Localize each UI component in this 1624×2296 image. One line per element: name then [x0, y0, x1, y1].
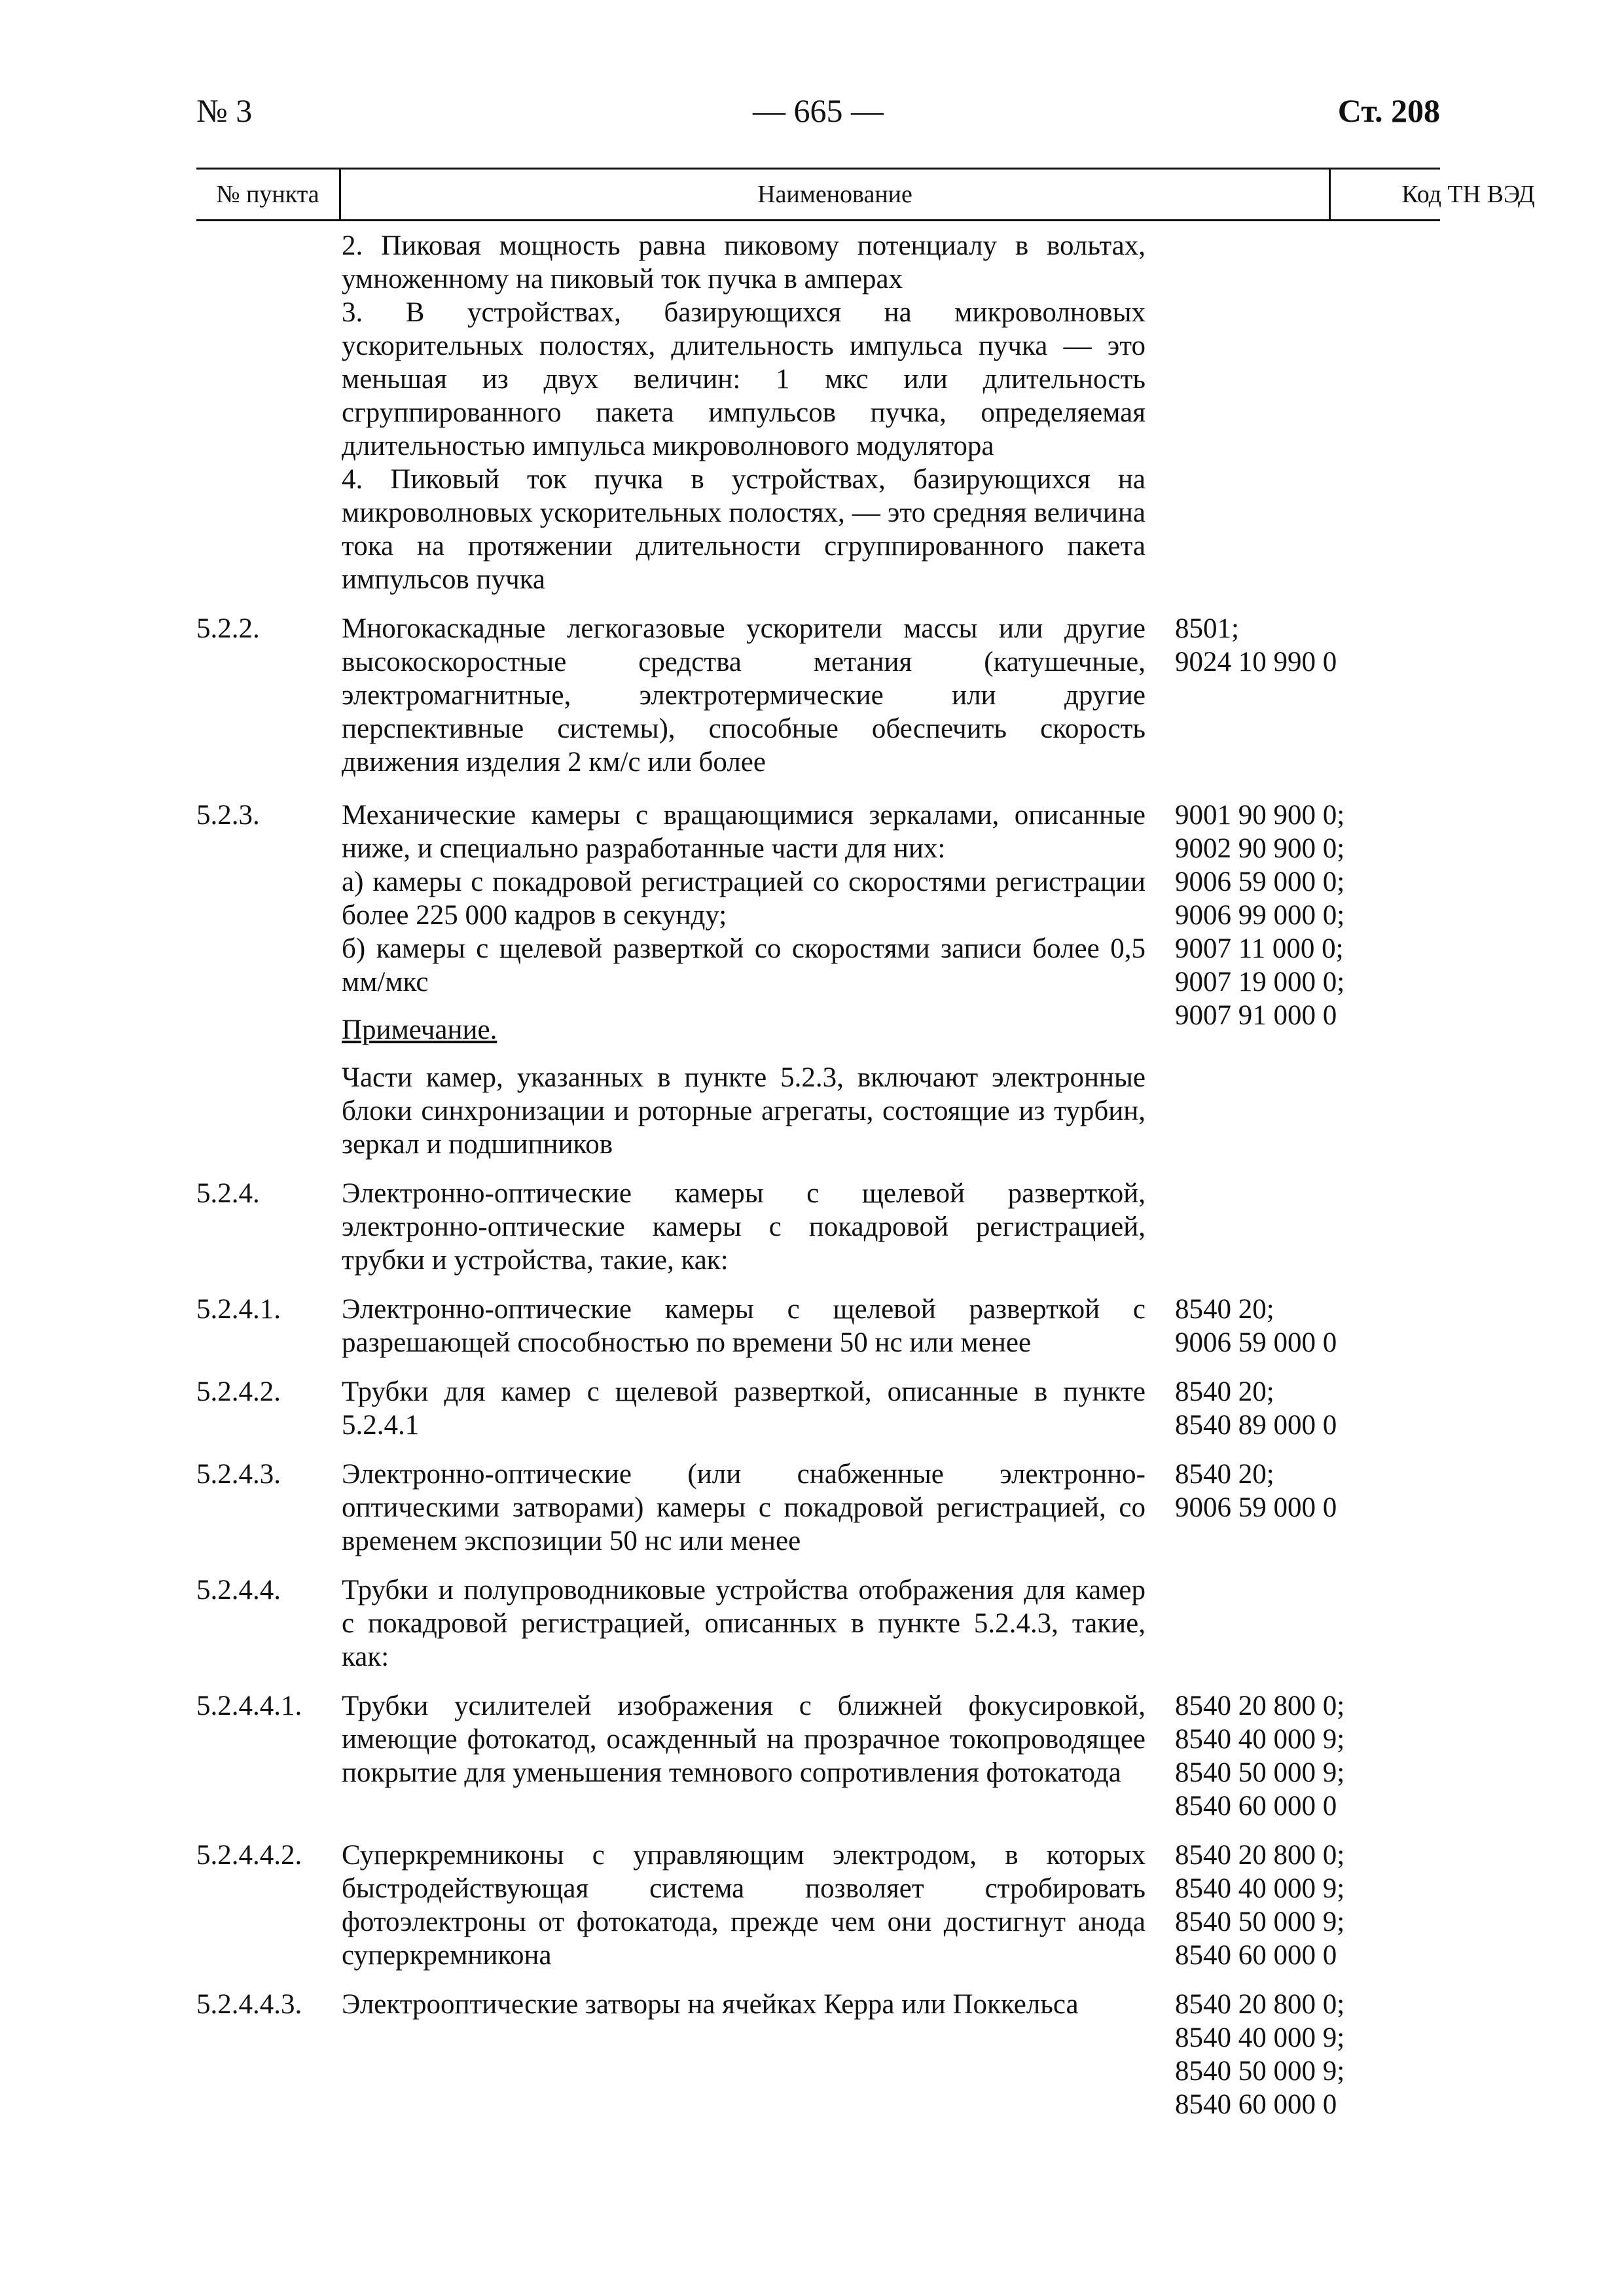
item-code: 8540 20; 9006 59 000 0 — [1175, 1459, 1337, 1523]
article-number: Ст. 208 — [1337, 92, 1440, 129]
item-number: 5.2.4.2. — [196, 1376, 281, 1407]
item-name: Трубки для камер с щелевой разверткой, описанные в пункте 5.2.4.1 — [342, 1376, 1146, 1441]
table-row — [196, 1375, 1440, 1442]
item-name: Электронно-оптические (или снабженные электронно-оптическими затворами) камеры с покадровой регистрацией, со временем экспозиции 50 нс или менее — [342, 1459, 1146, 1556]
item-name: Трубки и полупроводниковые устройства отображения для камер с покадровой регистрацией, описанных в пункте 5.2.4.3, такие, как: — [342, 1575, 1146, 1672]
note-text: Части камер, указанных в пункте 5.2.3, включают электронные блоки синхронизации и роторные агрегаты, состоящие из турбин, зеркал и подшипников — [342, 1062, 1146, 1160]
item-name-block — [342, 798, 1146, 1161]
column-header-name: Наименование — [341, 170, 1331, 219]
table-row — [196, 1458, 1440, 1558]
table-row — [196, 1988, 1440, 2121]
column-header-code: Код ТН ВЭД — [1401, 181, 1535, 208]
note-paragraph: 4. Пиковый ток пучка в устройствах, базирующихся на микроволновых ускорительных полостях, — это средняя величина тока на протяжении длительности сгруппированного пакета импульсов пучка — [342, 464, 1146, 595]
table-body — [196, 229, 1440, 2121]
item-code: 8540 20; 9006 59 000 0 — [1175, 1294, 1337, 1358]
item-name: Механические камеры с вращающимися зеркалами, описанные ниже, и специально разработанные части для них: — [342, 800, 1146, 864]
issue-number: № 3 — [196, 92, 253, 129]
item-number: 5.2.4. — [196, 1178, 260, 1209]
item-code: 8501; 9024 10 990 0 — [1175, 613, 1337, 677]
item-name: Электронно-оптические камеры с щелевой разверткой, электронно-оптические камеры с покадровой регистрацией, трубки и устройства, такие, как: — [342, 1178, 1146, 1276]
table-row — [196, 1689, 1440, 1823]
table-row — [196, 1293, 1440, 1359]
sub-item: б) камеры с щелевой разверткой со скоростями записи более 0,5 мм/мкс — [342, 933, 1146, 997]
sub-item: а) камеры с покадровой регистрацией со скоростями регистрации более 225 000 кадров в секунду; — [342, 867, 1146, 931]
item-number: 5.2.4.3. — [196, 1459, 281, 1490]
item-number: 5.2.4.4. — [196, 1575, 281, 1605]
note-paragraph: 2. Пиковая мощность равна пиковому потенциалу в вольтах, умноженному на пиковый ток пучка в амперах — [342, 230, 1146, 295]
table-header — [196, 168, 1535, 221]
item-number: 5.2.3. — [196, 800, 260, 831]
page-header — [196, 92, 1440, 137]
item-number: 5.2.4.4.1. — [196, 1691, 302, 1721]
note-title: Примечание. — [342, 1014, 497, 1045]
item-name: Многокаскадные легкогазовые ускорители массы или другие высокоскоростные средства метания (катушечные, электромагнитные, электротермические или другие перспективные системы), способные обеспечить скорость движения изделия 2 км/с или более — [342, 613, 1146, 778]
column-header-number: № пункта — [196, 170, 341, 219]
item-number: 5.2.4.1. — [196, 1294, 281, 1325]
item-code: 8540 20 800 0; 8540 40 000 9; 8540 50 000 9; 8540 60 000 0 — [1175, 1840, 1345, 1971]
item-code: 8540 20; 8540 89 000 0 — [1175, 1376, 1337, 1441]
table-row — [196, 1573, 1440, 1674]
item-code: 8540 20 800 0; 8540 40 000 9; 8540 50 000 9; 8540 60 000 0 — [1175, 1691, 1345, 1821]
item-name: Электронно-оптические камеры с щелевой разверткой с разрешающей способностью по времени 50 нс или менее — [342, 1294, 1146, 1358]
table-row — [196, 612, 1440, 779]
note-paragraph: 3. В устройствах, базирующихся на микроволновых ускорительных полостях, длительность импульса пучка — это меньшая из двух величин: 1 мкс или длительность сгруппированного пакета импульсов пучка, определяемая длительностью импульса микроволнового модулятора — [342, 297, 1146, 461]
item-number: 5.2.4.4.3. — [196, 1989, 302, 2020]
item-number: 5.2.4.4.2. — [196, 1840, 302, 1871]
table-row — [196, 798, 1440, 1161]
page-number: — 665 — — [753, 92, 884, 129]
item-name: Суперкремниконы с управляющим электродом, в которых быстродействующая система позволяет стробировать фотоэлектроны от фотокатода, прежде чем они достигнут анода суперкремникона — [342, 1840, 1146, 1971]
table-row — [196, 1177, 1440, 1277]
item-notes — [342, 229, 1146, 596]
item-number: 5.2.2. — [196, 613, 260, 644]
table-row — [196, 1839, 1440, 1972]
table-row-notes — [196, 229, 1440, 596]
item-code: 8540 20 800 0; 8540 40 000 9; 8540 50 000 9; 8540 60 000 0 — [1175, 1989, 1345, 2120]
item-code: 9001 90 900 0; 9002 90 900 0; 9006 59 000 0; 9006 99 000 0; 9007 11 000 0; 9007 19 000 0; 9007 91 000 0 — [1175, 800, 1345, 1031]
item-name: Трубки усилителей изображения с ближней фокусировкой, имеющие фотокатод, осажденный на прозрачное токопроводящее покрытие для уменьшения темнового сопротивления фотокатода — [342, 1691, 1146, 1788]
item-name: Электрооптические затворы на ячейках Керра или Поккельса — [342, 1989, 1079, 2020]
